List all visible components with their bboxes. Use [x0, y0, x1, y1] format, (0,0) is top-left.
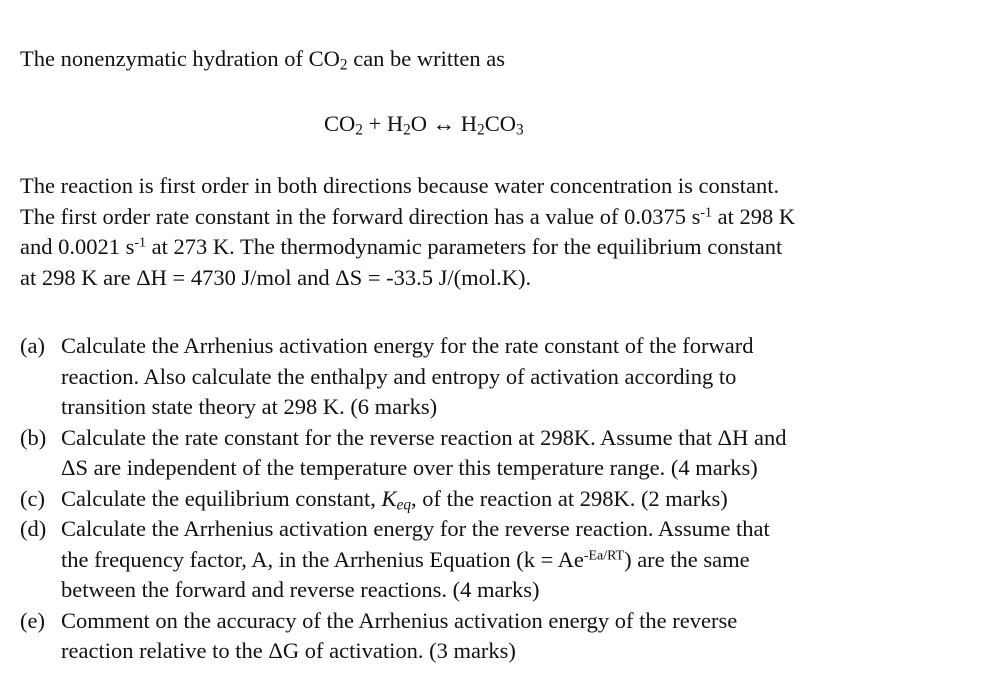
- intro-text-end: can be written as: [347, 46, 506, 71]
- question-text-part: Calculate the equilibrium constant,: [61, 485, 382, 511]
- equation-subscript: 3: [515, 121, 524, 139]
- paragraph-line: The reaction is first order in both directions because water concentration is constant.: [20, 173, 780, 198]
- co2-subscript: 2: [339, 56, 348, 74]
- reaction-equation: [324, 109, 524, 140]
- question-text: [20, 545, 786, 576]
- problem-paragraph: [20, 171, 795, 293]
- question-text: [61, 484, 728, 515]
- paragraph-text: at 273 K. The thermodynamic parameters for the equilibrium constant: [146, 234, 783, 259]
- question-text-part: ) are the same: [624, 546, 750, 572]
- question-label: (c): [20, 485, 45, 511]
- keq-symbol: K: [381, 485, 397, 511]
- question-text: Calculate the rate constant for the reverse reaction at 298K. Assume that ΔH and: [61, 424, 787, 450]
- intro-text-start: The nonenzymatic hydration of CO: [20, 46, 340, 71]
- question-text: Calculate the Arrhenius activation energy for the reverse reaction. Assume that: [61, 516, 770, 541]
- equation-part: CO: [484, 111, 516, 136]
- unit-superscript: -1: [134, 235, 146, 251]
- question-text: reaction. Also calculate the enthalpy and entropy of activation according to: [61, 363, 737, 389]
- question-list: [20, 331, 786, 667]
- paragraph-text: and 0.0021 s: [20, 234, 135, 259]
- question-text-part: the frequency factor, A, in the Arrhenius Equation (k = Ae: [61, 546, 584, 572]
- question-text: reaction relative to the ΔG of activation. (3 marks): [61, 638, 516, 663]
- equation-part: O ↔ H: [410, 111, 478, 136]
- question-text: ΔS are independent of the temperature over this temperature range. (4 marks): [61, 455, 758, 480]
- paragraph-line: [20, 202, 795, 233]
- question-label: (a): [20, 333, 45, 358]
- question-text-part: , of the reaction at 298K. (2 marks): [411, 485, 728, 511]
- paragraph-line: [20, 232, 795, 263]
- paragraph-line: at 298 K are ΔH = 4730 J/mol and ΔS = -33.5 J/(mol.K).: [20, 264, 532, 290]
- question-c: [20, 484, 786, 515]
- question-label: (e): [20, 607, 45, 633]
- equation-subscript: 2: [403, 121, 411, 139]
- keq-subscript: eq: [396, 495, 412, 513]
- unit-superscript: -1: [700, 204, 713, 220]
- question-text: Calculate the Arrhenius activation energy for the rate constant of the forward: [61, 333, 754, 358]
- question-text: transition state theory at 298 K. (6 marks): [61, 394, 438, 419]
- equation-part: + H: [362, 111, 404, 136]
- exponent-superscript: -Ea/RT: [583, 547, 625, 563]
- question-e: [20, 606, 786, 667]
- question-text: Comment on the accuracy of the Arrhenius activation energy of the reverse: [61, 607, 738, 633]
- equation-subscript: 2: [477, 121, 485, 139]
- equation-part: CO: [324, 111, 356, 136]
- question-label: (b): [20, 424, 47, 450]
- question-b: [20, 423, 786, 484]
- paragraph-text: at 298 K: [712, 203, 796, 229]
- question-label: (d): [20, 516, 47, 541]
- paragraph-text: The first order rate constant in the forward direction has a value of 0.0375 s: [20, 203, 701, 229]
- question-d: [20, 514, 786, 606]
- question-text: between the forward and reverse reactions. (4 marks): [61, 577, 540, 602]
- question-a: [20, 331, 786, 423]
- equation-subscript: 2: [355, 121, 363, 139]
- intro-text: [20, 44, 505, 75]
